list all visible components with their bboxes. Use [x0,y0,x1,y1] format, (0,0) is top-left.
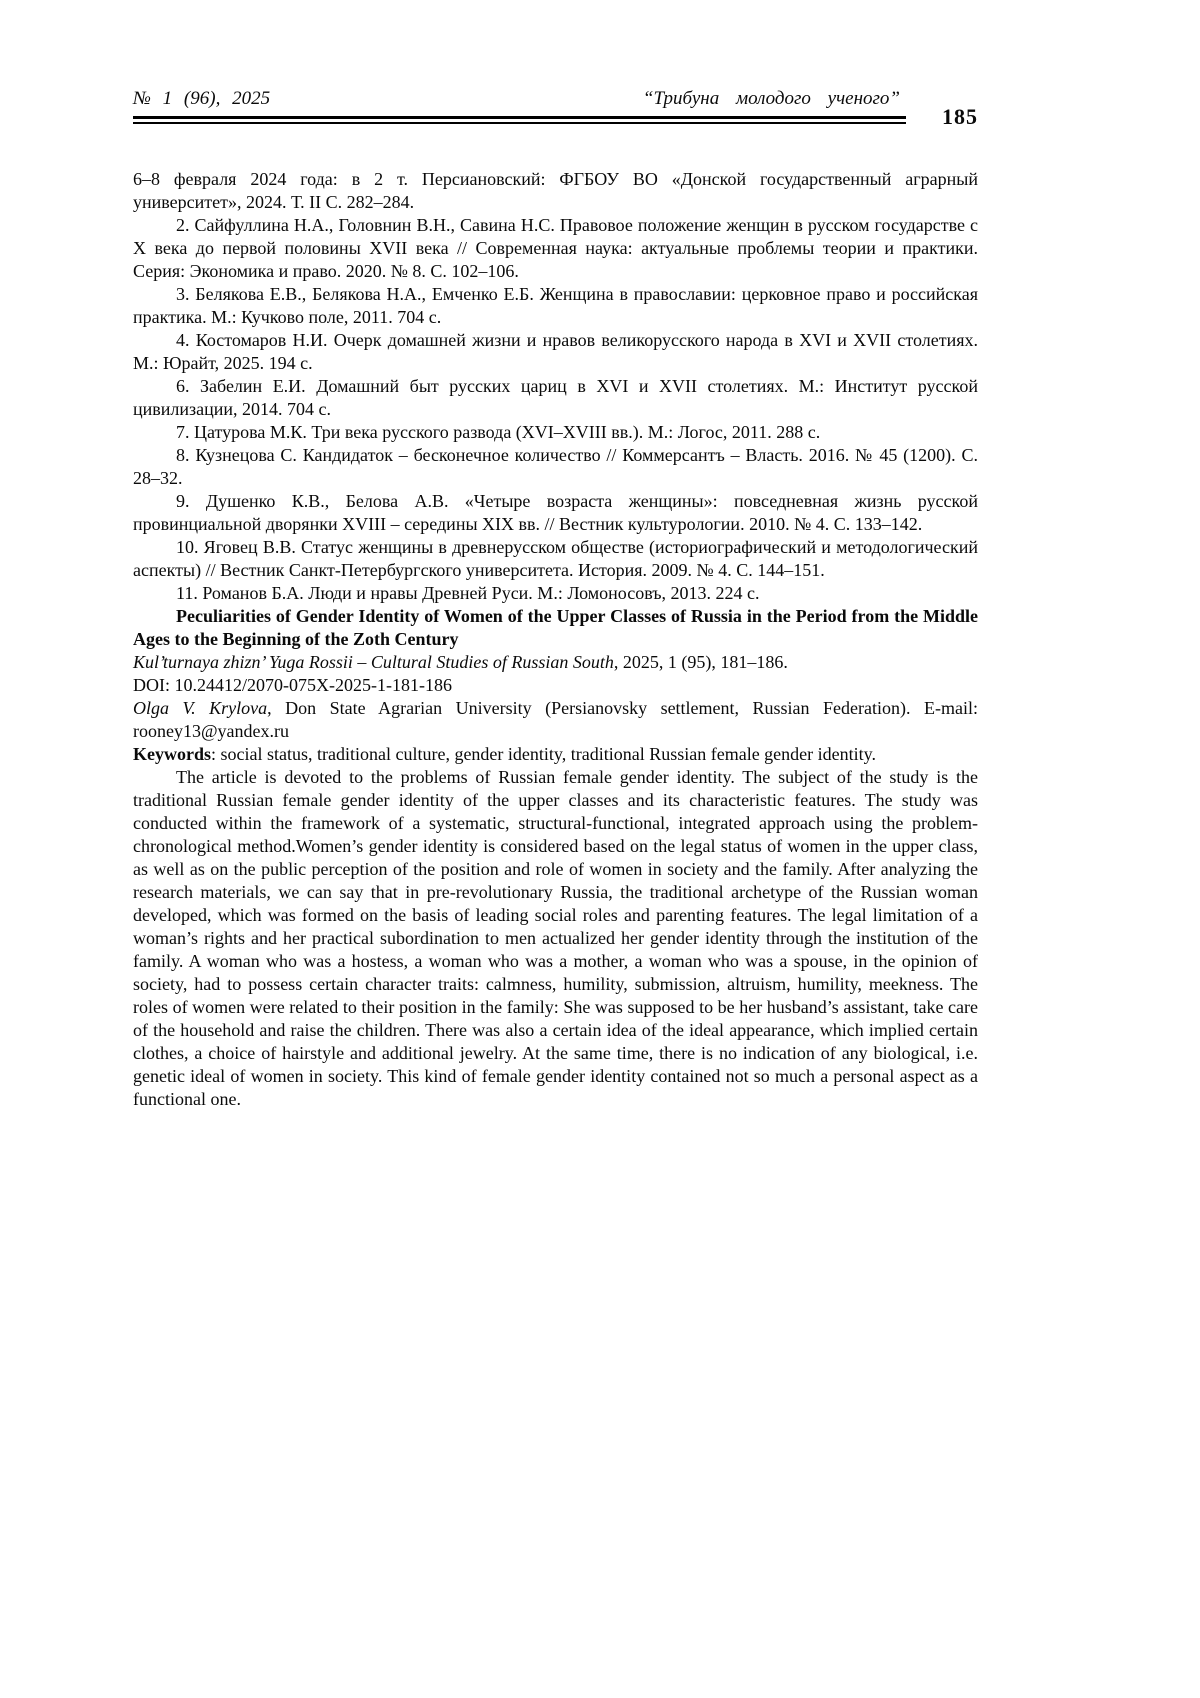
reference-item: 3. Белякова Е.В., Белякова Н.А., Емченко Е.Б. Женщина в православии: церковное право и российская практика. М.: Кучково поле, 2011. 704 с. [133,284,978,327]
english-journal-line [133,651,978,674]
author-affiliation: , Don State Agrarian University (Persianovsky settlement, Russian Federation). E-mail: rooney13@yandex.ru [133,698,978,741]
header-double-rule [133,116,906,124]
journal-name-translit: Kul’turnaya zhizn’ Yuga Rossii – Cultural Studies of Russian South [133,652,614,672]
page-number: 185 [942,104,978,129]
reference-item: 4. Костомаров Н.И. Очерк домашней жизни и нравов великорусского народа в XVI и XVII столетиях. М.: Юрайт, 2025. 194 с. [133,330,978,373]
english-article-title: Peculiarities of Gender Identity of Women of the Upper Classes of Russia in the Period from the Middle Ages to the Beginning of the Zoth Century [133,606,978,649]
abstract-text: The article is devoted to the problems of Russian female gender identity. The subject of the study is the traditional Russian female gender identity of the upper classes and its characteristic features. The study was conducted within the framework of a systematic, structural-functional, integrated approach using the problem-chronological method.Women’s gender identity is considered based on the legal status of women in the upper class, as well as on the public perception of the position and role of women in society and the family. After analyzing the research materials, we can say that in pre-revolutionary Russia, the traditional archetype of the Russian woman developed, which was formed on the basis of leading social roles and parenting features. The legal limitation of a woman’s rights and her practical subordination to men actualized her gender identity through the institution of the family. A woman who was a hostess, a woman who was a mother, a woman who was a spouse, in the opinion of society, had to possess certain character traits: calmness, humility, submission, altruism, humility, meekness. The roles of women were related to their position in the family: She was supposed to be her husband’s assistant, take care of the household and raise the children. There was also a certain idea of the ideal appearance, which implied certain clothes, a choice of hairstyle and additional jewelry. At the same time, there is no indication of any biological, i.e. genetic ideal of women in society. This kind of female gender identity contained not so much a personal aspect as a functional one. [133,767,978,1109]
journal-running-title: “Трибуна молодого ученого” [642,88,900,109]
journal-issue-info: , 2025, 1 (95), 181–186. [613,652,788,672]
keywords-line [133,743,978,766]
header-left [133,88,906,124]
issue-label: № 1 (96), 2025 [133,88,271,109]
reference-item: 11. Романов Б.А. Люди и нравы Древней Руси. М.: Ломоносовъ, 2013. 224 с. [176,583,760,603]
reference-item: 7. Цатурова М.К. Три века русского развода (XVI–XVIII вв.). М.: Логос, 2011. 288 с. [176,422,821,442]
reference-item: 2. Сайфуллина Н.А., Головнин В.Н., Савина Н.С. Правовое положение женщин в русском государстве с X века до первой половины XVII века // Современная наука: актуальные проблемы теории и практики. Серия: Экономика и право. 2020. № 8. С. 102–106. [133,215,978,281]
page-content [133,168,978,1111]
keywords-label: Keywords [133,744,211,764]
author-line [133,697,978,743]
reference-item: 6. Забелин Е.И. Домашний быт русских цариц в XVI и XVII столетиях. М.: Институт русской цивилизации, 2014. 704 с. [133,376,978,419]
author-name: Olga V. Krylova [133,698,268,718]
keywords-text: : social status, traditional culture, gender identity, traditional Russian female gender identity. [211,744,876,764]
reference-continuation: 6–8 февраля 2024 года: в 2 т. Персиановский: ФГБОУ ВО «Донской государственный аграрный университет», 2024. Т. II С. 282–284. [133,169,978,212]
reference-item: 10. Яговец В.В. Статус женщины в древнерусском обществе (историографический и методологический аспекты) // Вестник Санкт-Петербургского университета. История. 2009. № 4. С. 144–151. [133,537,978,580]
rule-thick [133,116,906,119]
header-row [133,88,906,116]
doi-line: DOI: 10.24412/2070-075X-2025-1-181-186 [133,675,452,695]
rule-thin [133,122,906,124]
reference-item: 8. Кузнецова С. Кандидаток – бесконечное количество // Коммерсантъ – Власть. 2016. № 45 (1200). С. 28–32. [133,445,978,488]
reference-item: 9. Душенко К.В., Белова А.В. «Четыре возраста женщины»: повседневная жизнь русской провинциальной дворянки XVIII – середины XIX вв. // Вестник культурологии. 2010. № 4. С. 133–142. [133,491,978,534]
page-header [133,88,978,129]
